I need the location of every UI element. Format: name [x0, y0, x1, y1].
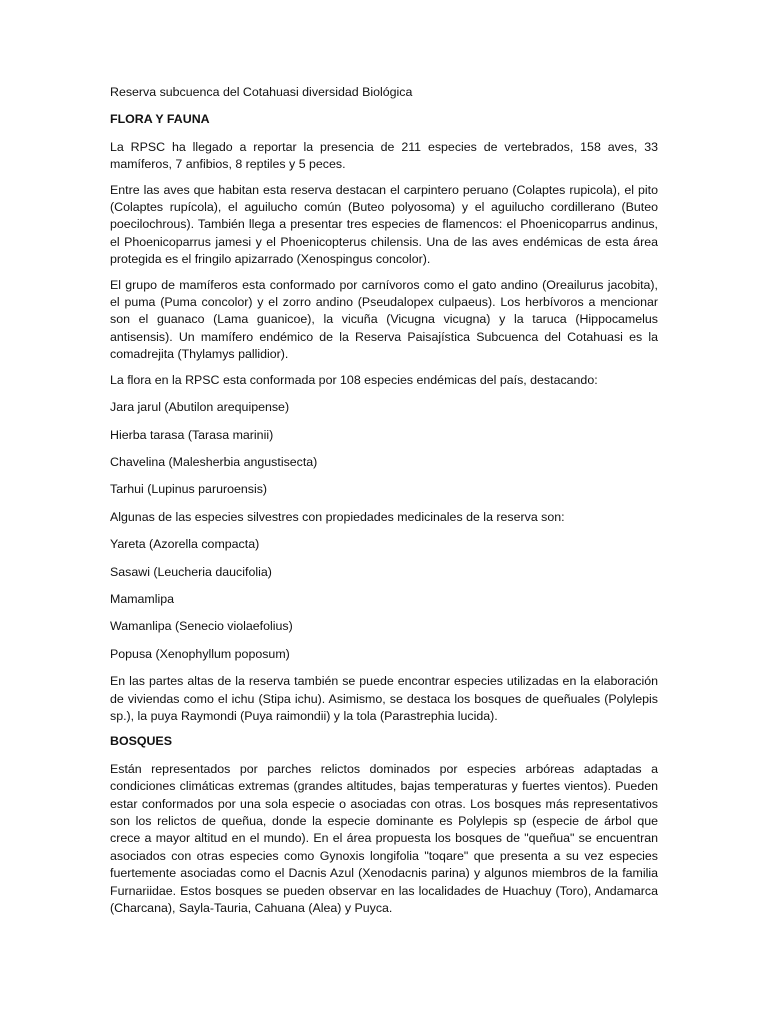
- paragraph-mammals: El grupo de mamíferos esta conformado por carnívoros como el gato andino (Oreailurus jacobita), el puma (Puma concolor) y el zorro andino (Pseudalopex culpaeus). Los herbívoros a mencionar son el guanaco (Lama guanicoe), la vicuña (Vicugna vicugna) y la taruca (Hippocamelus antisensis). Un mamífero endémico de la Reserva Paisajística Subcuenca del Cotahuasi es la comadrejita (Thylamys pallidior).: [110, 277, 658, 362]
- flora-item: Jara jarul (Abutilon arequipense): [110, 400, 290, 415]
- medicinal-item: Wamanlipa (Senecio violaefolius): [110, 619, 293, 634]
- paragraph-highlands: En las partes altas de la reserva también se puede encontrar especies utilizadas en la elaboración de viviendas como el ichu (Stipa ichu). Asimismo, se destaca los bosques de queñuales (Polylepis sp.), la puya Raymondi (Puya raimondii) y la tola (Parastrephia lucida).: [110, 674, 658, 723]
- paragraph-vertebrates: La RPSC ha llegado a reportar la presencia de 211 especies de vertebrados, 158 aves, 33 mamíferos, 7 anfibios, 8 reptiles y 5 peces.: [110, 139, 658, 172]
- paragraph-birds: Entre las aves que habitan esta reserva destacan el carpintero peruano (Colaptes rupicola), el pito (Colaptes rupícola), el aguilucho común (Buteo polyosoma) y el aguilucho cordillerano (Buteo poecilochrous). También llega a presentar tres especies de flamencos: el Phoenicoparrus andinus, el Phoenicoparrus jamesi y el Phoenicopterus chilensis. Una de las aves endémicas de esta área protegida es el fringilo apizarrado (Xenospingus concolor).: [110, 182, 658, 267]
- section-heading-flora-fauna: FLORA Y FAUNA: [110, 112, 210, 127]
- flora-item: Chavelina (Malesherbia angustisecta): [110, 454, 318, 469]
- document-title: Reserva subcuenca del Cotahuasi diversidad Biológica: [110, 85, 413, 99]
- medicinal-item: Mamamlipa: [110, 591, 175, 606]
- medicinal-item: Yareta (Azorella compacta): [110, 537, 260, 552]
- section-heading-bosques: BOSQUES: [110, 734, 172, 749]
- paragraph-forests: Están representados por parches relictos dominados por especies arbóreas adaptadas a condiciones climáticas extremas (grandes altitudes, bajas temperaturas y fuertes vientos). Pueden estar conformados por una sola especie o asociadas con otras. Los bosques más representativos son los relictos de queñua, donde la especie dominante es Polylepis sp (especie de árbol que crece a mayor altitud en el mundo). En el área propuesta los bosques de "queñua" se encuentran asociados con otras especies como Gynoxis longifolia "toqare" que presenta a su vez especies fuertemente asociadas como el Dacnis Azul (Xenodacnis parina) y algunos miembros de la familia Furnariidae. Estos bosques se pueden observar en las localidades de Huachuy (Toro), Andamarca (Charcana), Sayla-Tauria, Cahuana (Alea) y Puyca.: [110, 761, 658, 916]
- medicinal-item: Sasawi (Leucheria daucifolia): [110, 564, 272, 579]
- flora-item: Hierba tarasa (Tarasa marinii): [110, 427, 274, 442]
- medicinal-item: Popusa (Xenophyllum poposum): [110, 646, 290, 661]
- flora-item: Tarhui (Lupinus paruroensis): [110, 482, 268, 497]
- paragraph-flora-intro: La flora en la RPSC esta conformada por 108 especies endémicas del país, destacando:: [110, 372, 598, 387]
- paragraph-medicinal-intro: Algunas de las especies silvestres con propiedades medicinales de la reserva son:: [110, 509, 565, 524]
